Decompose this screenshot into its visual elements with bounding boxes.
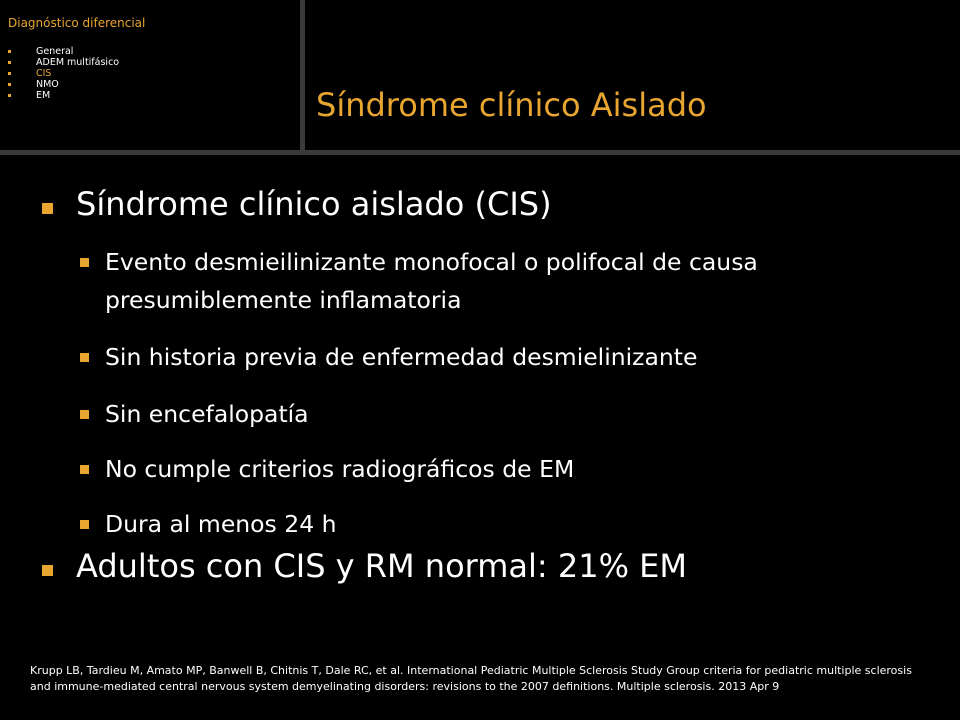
slide-title: Síndrome clínico Aislado bbox=[316, 86, 707, 124]
square-bullet-icon bbox=[80, 410, 89, 419]
square-bullet-icon bbox=[80, 353, 89, 362]
bullet-point-adults bbox=[42, 547, 687, 585]
square-bullet-icon bbox=[8, 50, 11, 53]
nav-item-label: CIS bbox=[36, 68, 52, 79]
sub-bullet-point bbox=[80, 395, 905, 433]
sub-bullet-text: No cumple criterios radiográficos de EM bbox=[105, 455, 575, 483]
square-bullet-icon bbox=[8, 72, 11, 75]
section-nav-title: Diagnóstico diferencial bbox=[8, 16, 146, 30]
sub-bullet-point bbox=[80, 505, 905, 543]
nav-item-adem[interactable] bbox=[8, 57, 119, 68]
square-bullet-icon bbox=[42, 565, 53, 576]
nav-item-general[interactable] bbox=[8, 46, 119, 57]
sub-bullet-text: Sin encefalopatía bbox=[105, 400, 309, 428]
square-bullet-icon bbox=[80, 258, 89, 267]
section-nav-panel bbox=[0, 0, 300, 150]
nav-item-nmo[interactable] bbox=[8, 79, 119, 90]
sub-bullet-point bbox=[80, 450, 905, 488]
sub-bullet-text: Sin historia previa de enfermedad desmielinizante bbox=[105, 343, 698, 371]
nav-item-label: General bbox=[36, 46, 74, 57]
square-bullet-icon bbox=[80, 520, 89, 529]
sub-bullet-point bbox=[80, 338, 905, 376]
nav-item-em[interactable] bbox=[8, 90, 119, 101]
nav-item-label: ADEM multifásico bbox=[36, 57, 120, 68]
square-bullet-icon bbox=[42, 203, 53, 214]
bullet-text: Adultos con CIS y RM normal: 21% EM bbox=[76, 547, 687, 585]
slide-content bbox=[0, 155, 960, 720]
square-bullet-icon bbox=[8, 61, 11, 64]
nav-item-label: EM bbox=[36, 90, 51, 101]
square-bullet-icon bbox=[80, 465, 89, 474]
citation-reference: Krupp LB, Tardieu M, Amato MP, Banwell B, Chitnis T, Dale RC, et al. International Pediatric Multiple Sclerosis Study Group criteria for pediatric multiple sclerosis and immune-mediated central nervous system demyelinating disorders: revisions to the 2007 definitions. Multiple sclerosis. 2013 Apr 9 bbox=[30, 664, 912, 693]
section-nav-list bbox=[8, 46, 119, 101]
header-vertical-divider bbox=[300, 0, 305, 152]
sub-bullet-point bbox=[80, 243, 905, 319]
sub-bullet-text: Evento desmieilinizante monofocal o polifocal de causa presumiblemente inflamatoria bbox=[105, 248, 758, 314]
nav-item-label: NMO bbox=[36, 79, 59, 90]
nav-item-cis[interactable] bbox=[8, 68, 119, 79]
square-bullet-icon bbox=[8, 83, 11, 86]
bullet-text: Síndrome clínico aislado (CIS) bbox=[76, 185, 552, 223]
square-bullet-icon bbox=[8, 94, 11, 97]
bullet-point-cis bbox=[42, 185, 552, 223]
sub-bullet-text: Dura al menos 24 h bbox=[105, 510, 337, 538]
